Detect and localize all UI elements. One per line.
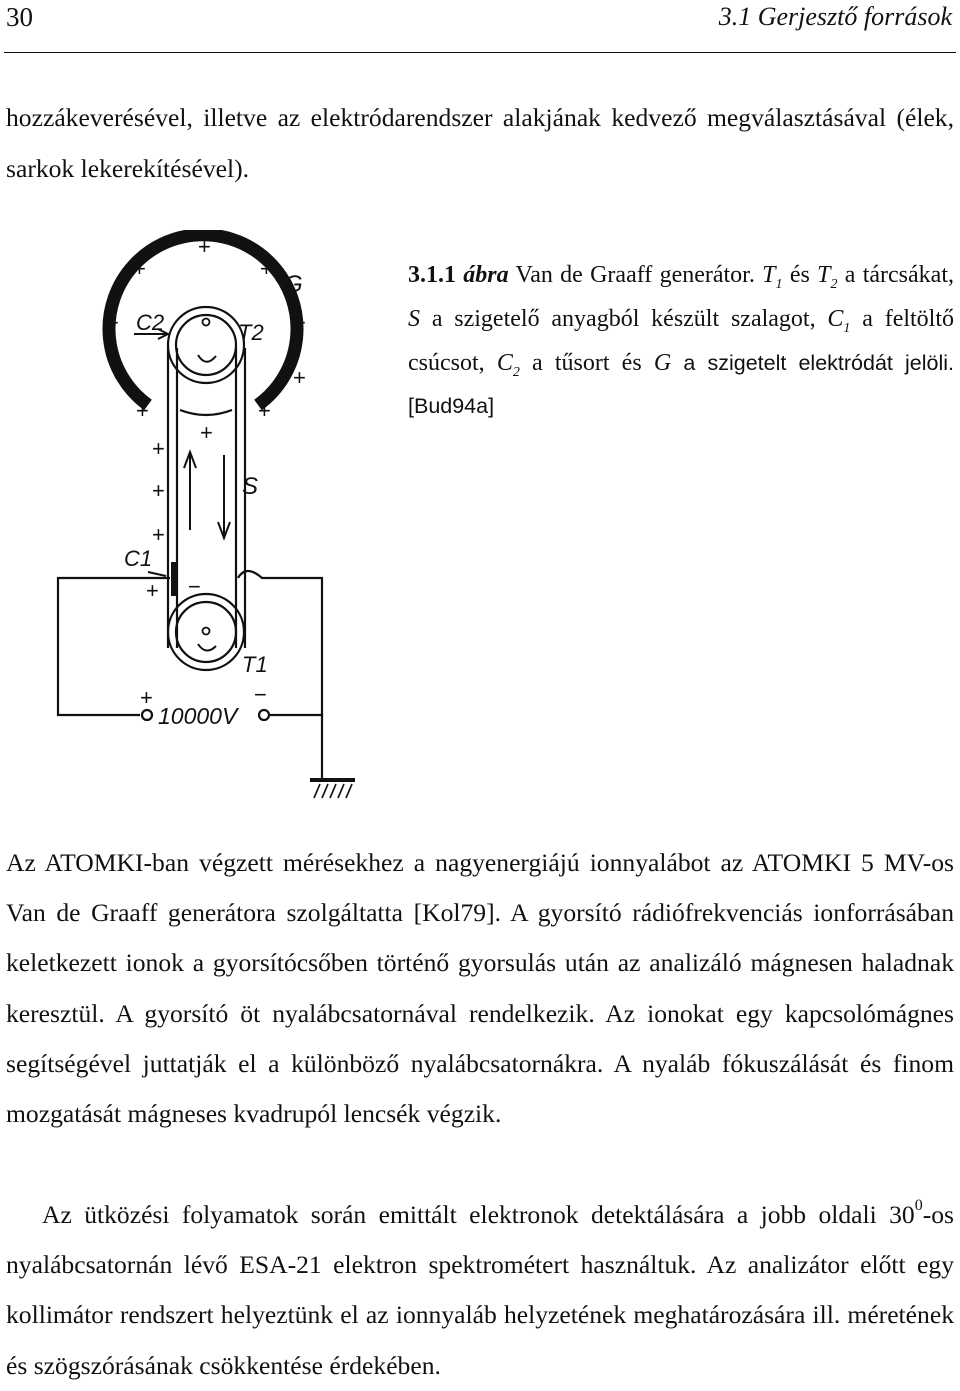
label-s: S — [242, 473, 259, 500]
plus-sign: + — [140, 685, 153, 710]
caption-text-d: a tűsort és — [532, 349, 642, 376]
symbol-t2-sub: 2 — [830, 276, 838, 292]
caption-text-b: a szigetelő anyagból készült szalagot, — [431, 305, 816, 332]
symbol-s: S — [408, 305, 420, 332]
caption-reference: [Bud94a] — [408, 394, 495, 419]
symbol-c1: C — [827, 305, 844, 332]
plus-sign: + — [146, 578, 159, 603]
plus-sign: + — [114, 365, 127, 390]
symbol-g: G — [653, 349, 672, 376]
label-g: G — [284, 271, 303, 298]
label-t2: T2 — [238, 320, 264, 345]
plus-sign: + — [106, 310, 119, 335]
van-de-graaff-diagram — [0, 230, 380, 810]
plus-sign: + — [293, 310, 306, 335]
plus-sign: + — [198, 234, 211, 259]
header-rule — [4, 52, 956, 53]
plus-sign: + — [293, 365, 306, 390]
paragraph-detection-before: Az ütközési folyamatok során emittált elektronok detektálására a jobb oldali 30 — [42, 1200, 915, 1229]
paragraph-intro: hozzákeverésével, illetve az elektródarendszer alakjának kedvező megválasztásával (élek, sarkok lekerekítésével). — [6, 103, 954, 183]
symbol-c2-sub: 2 — [512, 364, 520, 380]
caption-text-e: a szigetelt elektródát jelöli. — [683, 350, 955, 375]
lower-pulley — [168, 594, 244, 670]
symbol-c2: C — [496, 349, 513, 376]
paragraph-atomki: Az ATOMKI-ban végzett mérésekhez a nagyenergiájú ionnyalábot az ATOMKI 5 MV-os Van de Graaff generátora szolgáltatta [Kol79]. A gyorsító rádiófrekvenciás ionforrásában keletkezett ionok a gyorsítócsőben történő gyorsulás után az analizáló mágnesen haladnak keresztül. A gyorsító öt nyalábcsatornával rendelkezik. Az ionokat egy kapcsolómágnes segítségével juttatják el a különböző nyalábcsatornákra. A nyaláb fókuszálását és finom mozgatását mágneses kvadrupól lencsék végzik. — [6, 848, 954, 1129]
section-title: 3.1 Gerjesztő források — [718, 2, 952, 31]
caption-word: ábra — [463, 262, 509, 288]
charging-comb — [171, 562, 178, 596]
label-voltage: 10000V — [158, 703, 238, 729]
symbol-c1-sub: 1 — [843, 320, 851, 336]
plus-sign: + — [260, 256, 273, 281]
plus-sign: + — [136, 398, 149, 423]
plus-sign: + — [152, 478, 165, 503]
plus-sign: + — [200, 420, 213, 445]
page-number: 30 — [6, 2, 33, 32]
paragraph-detection — [6, 1190, 954, 1391]
caption-number: 3.1.1 — [408, 262, 456, 288]
figure-caption — [408, 258, 954, 423]
symbol-t1: T — [762, 262, 776, 288]
symbol-t1-sub: 1 — [775, 276, 783, 292]
label-c1: C1 — [124, 546, 153, 571]
caption-title: Van de Graaff generátor. — [515, 262, 755, 288]
degree-superscript: 0 — [914, 1197, 923, 1214]
paragraph-detection-after: -os nyalábcsatornán lévő ESA-21 elektron spektrométert használtuk. Az analizátor előtt egy kollimátor rendszert helyeztünk el az ionnyaláb helyzetének meghatározására ill. méretének és szögszórásának csökkentése érdekében. — [6, 1200, 954, 1380]
label-c2: C2 — [136, 310, 165, 335]
caption-es: és — [789, 262, 810, 288]
plus-sign: + — [152, 522, 165, 547]
plus-sign: + — [258, 398, 271, 423]
minus-sign: − — [188, 574, 201, 599]
plus-sign: + — [152, 436, 165, 461]
minus-sign: − — [254, 682, 267, 707]
label-t1: T1 — [242, 652, 268, 677]
caption-text-c: a feltöltő csúcsot, — [408, 305, 955, 376]
plus-sign: + — [133, 256, 146, 281]
caption-text-a: a tárcsákat, — [844, 262, 954, 288]
symbol-t2: T — [817, 262, 831, 288]
